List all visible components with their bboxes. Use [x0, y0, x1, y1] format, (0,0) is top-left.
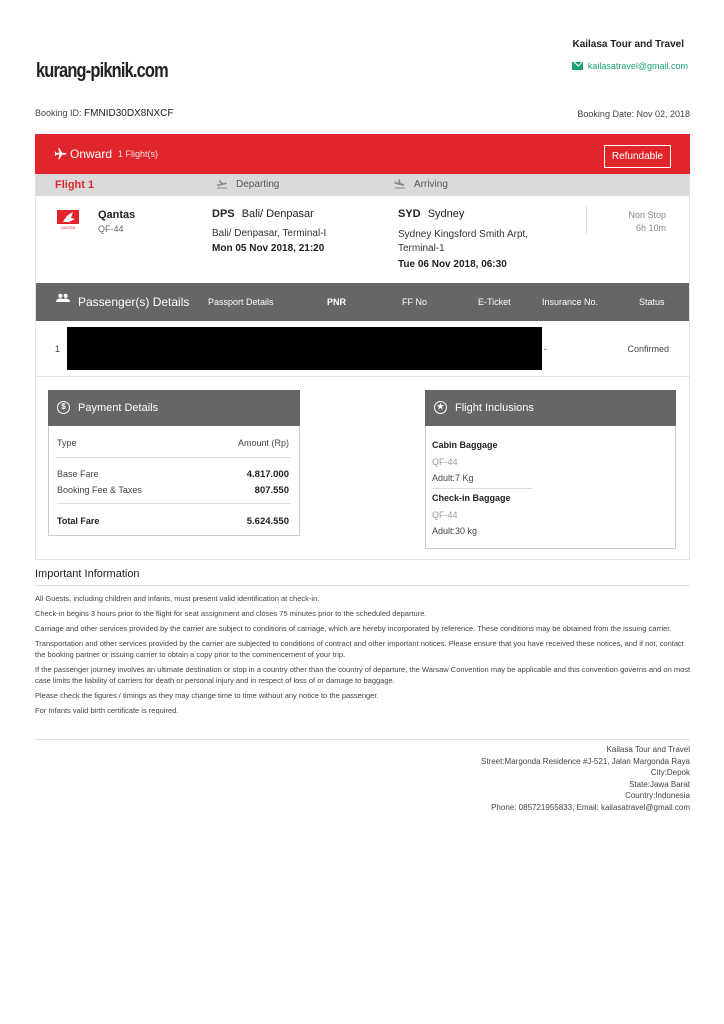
list-item: Transportation and other services provided by the carrier are subjected to conditions of contract and other important notices. Please ensure that you have received these notices, and if not, contact the booking partner or issuing carrier to obtain a copy prior to the commencement of your trip.	[35, 639, 684, 659]
total-fare-value: 5.624.550	[246, 516, 289, 527]
departure-city: Bali/ Denpasar	[241, 208, 314, 220]
qantas-logo-text: QANTAS	[60, 226, 76, 230]
col-passport: Passport Details	[208, 297, 274, 307]
agency-email[interactable]: kailasatravel@gmail.com	[587, 61, 688, 71]
departure-code: DPS	[212, 208, 235, 220]
divider	[57, 503, 291, 504]
passenger-number: 1	[55, 344, 61, 354]
flight-label: Flight 1	[55, 179, 95, 191]
divider	[57, 457, 291, 458]
list-item: For Infants valid birth certificate is required.	[35, 706, 179, 715]
stops-label: Non Stop	[628, 210, 666, 220]
dollar-icon: $	[57, 401, 70, 414]
col-insurance: Insurance No.	[542, 297, 599, 307]
cabin-flight: QF-44	[432, 457, 458, 467]
flight-number: QF-44	[98, 224, 124, 234]
takeoff-icon	[216, 179, 228, 189]
departure-airport	[212, 208, 314, 220]
list-item: Please check the figures / timings as they may change time to time without any notice to the passenger.	[35, 691, 379, 700]
inclusions-title: Flight Inclusions	[455, 402, 534, 414]
divider	[35, 739, 690, 740]
payment-title: Payment Details	[78, 402, 159, 414]
payment-header	[48, 390, 300, 426]
arrival-airport	[398, 208, 464, 220]
fee-value: 807.550	[254, 485, 289, 496]
col-ffno: FF No	[402, 297, 428, 307]
mail-icon	[572, 62, 583, 70]
col-pnr: PNR	[327, 297, 347, 307]
booking-id	[35, 108, 174, 119]
arrival-terminal: Sydney Kingsford Smith Arpt, Terminal-1	[398, 229, 529, 254]
list-item: Carriage and other services provided by the carrier are subject to conditions of carriage, which are hereby incorporated by reference. These conditions may be obtained from the issuing carrier.	[35, 624, 672, 633]
flight-inclusions-box	[425, 390, 676, 549]
col-eticket: E-Ticket	[478, 297, 511, 307]
list-item: Check-in begins 3 hours prior to the flight for seat assignment and closes 75 minutes prior to the scheduled departure.	[35, 609, 427, 618]
airline-name: Qantas	[98, 209, 136, 221]
arrival-code: SYD	[398, 208, 421, 220]
star-icon: ★	[434, 401, 447, 414]
arriving-label: Arriving	[414, 179, 448, 190]
departure-time: Mon 05 Nov 2018, 21:20	[212, 243, 325, 254]
booking-date: Booking Date: Nov 02, 2018	[577, 109, 690, 119]
qantas-logo-icon	[57, 210, 79, 232]
checkin-baggage-value: Adult:30 kg	[432, 526, 478, 536]
inclusions-header	[425, 390, 676, 426]
divider	[432, 488, 532, 489]
people-icon	[56, 293, 70, 303]
plane-icon	[53, 147, 68, 161]
landing-icon	[394, 179, 406, 189]
company-logo: kurang-piknik.com	[36, 60, 168, 82]
footer-country: Country:Indonesia	[625, 791, 690, 800]
redacted-block	[67, 327, 542, 370]
insurance-value: -	[544, 344, 547, 354]
total-fare-label: Total Fare	[57, 516, 100, 526]
arrival-time: Tue 06 Nov 2018, 06:30	[398, 259, 507, 270]
checkin-flight: QF-44	[432, 510, 458, 520]
refundable-badge: Refundable	[604, 145, 671, 168]
arrival-city: Sydney	[427, 208, 465, 220]
footer-name: Kailasa Tour and Travel	[606, 745, 690, 754]
duration-label: 6h 10m	[635, 223, 666, 233]
departing-label: Departing	[236, 179, 280, 190]
onward-title: Onward	[70, 147, 113, 161]
list-item: All Guests, including children and infants, must present valid identification at check-in.	[35, 594, 320, 603]
footer-city: City:Depok	[650, 768, 690, 777]
cabin-baggage-value: Adult:7 Kg	[432, 473, 474, 483]
passenger-status: Confirmed	[627, 344, 669, 354]
agency-name: Kailasa Tour and Travel	[572, 39, 684, 50]
base-fare-value: 4.817.000	[246, 469, 289, 480]
footer-street: Street:Margonda Residence #J-521, Jalan Margonda Raya	[480, 756, 690, 766]
payment-details-box	[48, 390, 300, 536]
footer-address	[481, 744, 690, 813]
important-info-title: Important Information	[35, 568, 140, 580]
important-info-list	[35, 593, 691, 720]
checkin-baggage-label: Check-in Baggage	[432, 493, 511, 503]
cabin-baggage-label: Cabin Baggage	[432, 440, 498, 450]
base-fare-label: Base Fare	[57, 469, 99, 479]
agency-email-row[interactable]	[572, 61, 688, 71]
list-item: If the passenger journey involves an ultimate destination or stop in a country other than the country of departure, the Warsaw Convention may be applicable and this convention governs and on most case limits the liability of carriers for death or personal injury and in respect of loss of or damage to baggage.	[35, 665, 691, 685]
divider	[35, 585, 690, 586]
table-row	[36, 322, 689, 377]
passenger-title: Passenger(s) Details	[78, 295, 190, 309]
footer-state: State:Jawa Barat	[629, 779, 690, 789]
flight-count: 1 Flight(s)	[118, 149, 159, 159]
col-status: Status	[639, 297, 665, 307]
onward-bar	[35, 134, 690, 174]
type-label: Type	[57, 438, 77, 448]
footer-contact: Phone: 085721955833, Email: kailasatravel@gmail.com	[491, 802, 690, 812]
amount-label: Amount (Rp)	[237, 438, 289, 448]
stops-info	[600, 209, 666, 235]
divider	[586, 206, 587, 234]
fee-label: Booking Fee & Taxes	[57, 485, 142, 495]
booking-id-value: FMNID30DX8NXCF	[84, 108, 174, 119]
booking-id-label: Booking ID:	[35, 108, 82, 118]
departure-terminal: Bali/ Denpasar, Terminal-I	[212, 228, 327, 239]
passenger-header-bar	[36, 283, 689, 321]
flight-header-bar	[36, 174, 689, 196]
